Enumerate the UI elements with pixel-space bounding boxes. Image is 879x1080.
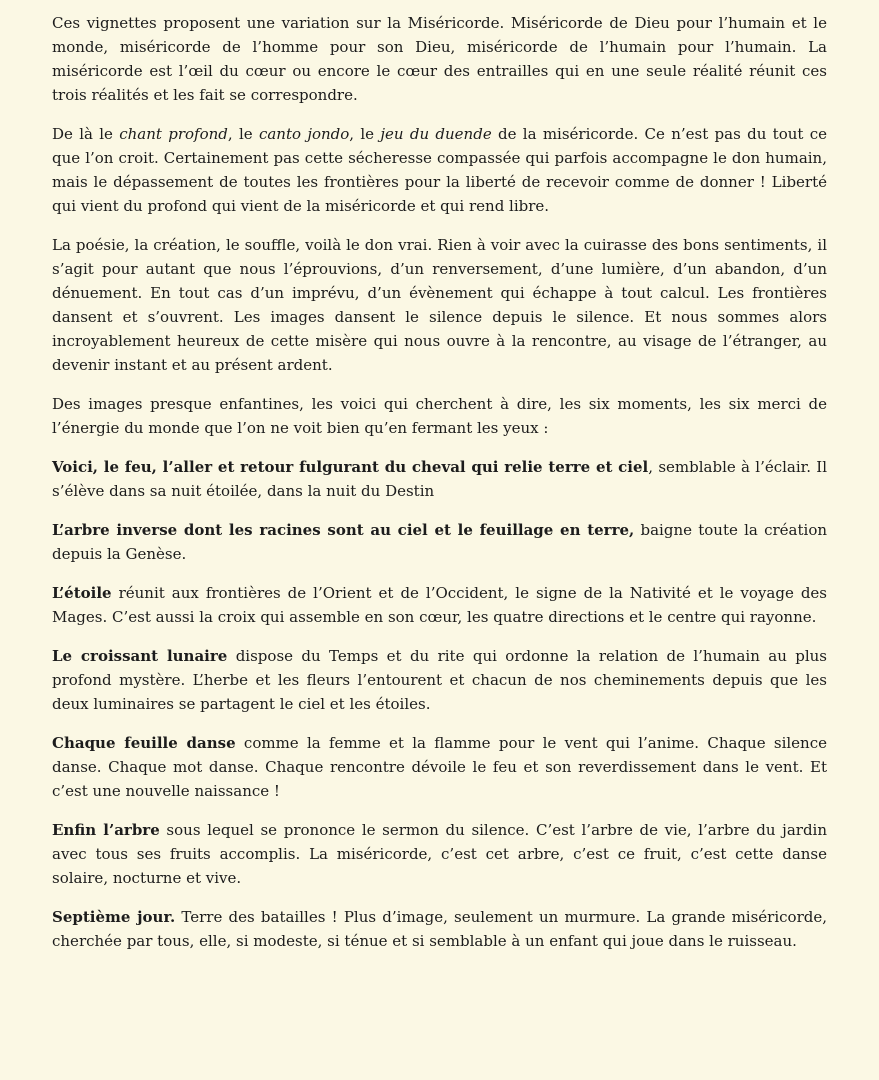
paragraph-text: comme la femme et la flamme pour le vent qui l’anime. Chaque silence danse. Chaque mot danse. Chaque rencontre dévoile le feu et son reverdissement dans le vent. Et c’est une nouvelle naissance !	[52, 734, 827, 800]
paragraph-intro	[52, 11, 827, 107]
paragraph-text: de la miséricorde. Ce n’est pas du tout ce que l’on croit. Certainement pas cette sécheresse compassée qui parfois accompagne le don humain, mais le dépassement de toutes les frontières pour la liberté de recevoir comme de donner ! Liberté qui vient du profond qui vient de la miséricorde et qui rend libre.	[52, 125, 827, 215]
paragraph-etoile	[52, 581, 827, 629]
italic-phrase: chant profond	[119, 125, 228, 143]
paragraph-arbre-inverse	[52, 518, 827, 566]
paragraph-croissant-lunaire	[52, 644, 827, 716]
bold-heading: Septième jour.	[52, 908, 176, 926]
paragraph-text: , semblable à l’éclair. Il s’élève dans sa nuit étoilée, dans la nuit du Destin	[52, 458, 827, 500]
paragraph-images	[52, 392, 827, 440]
bold-heading: Le croissant lunaire	[52, 647, 228, 665]
paragraph-septieme-jour	[52, 905, 827, 953]
paragraph-enfin-arbre	[52, 818, 827, 890]
paragraph-text: De là le	[52, 125, 120, 143]
paragraph-le-feu	[52, 455, 827, 503]
paragraph-text: Terre des batailles ! Plus d’image, seulement un murmure. La grande miséricorde, cherchée par tous, elle, si modeste, si ténue et si semblable à un enfant qui joue dans le ruisseau.	[52, 908, 827, 950]
bold-heading: Voici, le feu, l’aller et retour fulgurant du cheval qui relie terre et ciel	[52, 458, 649, 476]
bold-heading: L’arbre inverse dont les racines sont au ciel et le feuillage en terre,	[52, 521, 635, 539]
bold-heading: L’étoile	[52, 584, 112, 602]
italic-phrase: jeu du duende	[380, 125, 492, 143]
paragraph-text: , le	[349, 125, 381, 143]
italic-phrase: canto jondo	[258, 125, 350, 143]
paragraph-text: Ces vignettes proposent une variation sur la Miséricorde. Miséricorde de Dieu pour l’humain et le monde, miséricorde de l’homme pour son Dieu, miséricorde de l’humain pour l’humain. La miséricorde est l’œil du cœur ou encore le cœur des entrailles qui en une seule réalité réunit ces trois réalités et les fait se correspondre.	[52, 14, 827, 104]
paragraph-text: La poésie, la création, le souffle, voilà le don vrai. Rien à voir avec la cuirasse des bons sentiments, il s’agit pour autant que nous l’éprouvions, d’un renversement, d’une lumière, d’un abandon, d’un dénuement. En tout cas d’un imprévu, d’un évènement qui échappe à tout calcul. Les frontières dansent et s’ouvrent. Les images dansent le silence depuis le silence. Et nous sommes alors incroyablement heureux de cette misère qui nous ouvre à la rencontre, au visage de l’étranger, au devenir instant et au présent ardent.	[52, 236, 827, 374]
bold-heading: Enfin l’arbre	[52, 821, 160, 839]
paragraph-text: , le	[227, 125, 259, 143]
paragraph-text: réunit aux frontières de l’Orient et de l’Occident, le signe de la Nativité et le voyage des Mages. C’est aussi la croix qui assemble en son cœur, les quatre directions et le centre qui rayonne.	[52, 584, 827, 626]
paragraph-feuille-danse	[52, 731, 827, 803]
paragraph-text: baigne toute la création depuis la Genèse.	[52, 521, 828, 563]
bold-heading: Chaque feuille danse	[52, 734, 236, 752]
paragraph-poesie	[52, 233, 827, 377]
paragraph-chant-profond	[52, 122, 827, 218]
paragraph-text: dispose du Temps et du rite qui ordonne la relation de l’humain au plus profond mystère. L’herbe et les fleurs l’entourent et chacun de nos cheminements depuis que les deux luminaires se partagent le ciel et les étoiles.	[52, 647, 828, 713]
paragraph-text: Des images presque enfantines, les voici qui cherchent à dire, les six moments, les six merci de l’énergie du monde que l’on ne voit bien qu’en fermant les yeux :	[52, 395, 827, 437]
paragraph-text: sous lequel se prononce le sermon du silence. C’est l’arbre de vie, l’arbre du jardin avec tous ses fruits accomplis. La miséricorde, c’est cet arbre, c’est ce fruit, c’est cette danse solaire, nocturne et vive.	[52, 821, 828, 887]
